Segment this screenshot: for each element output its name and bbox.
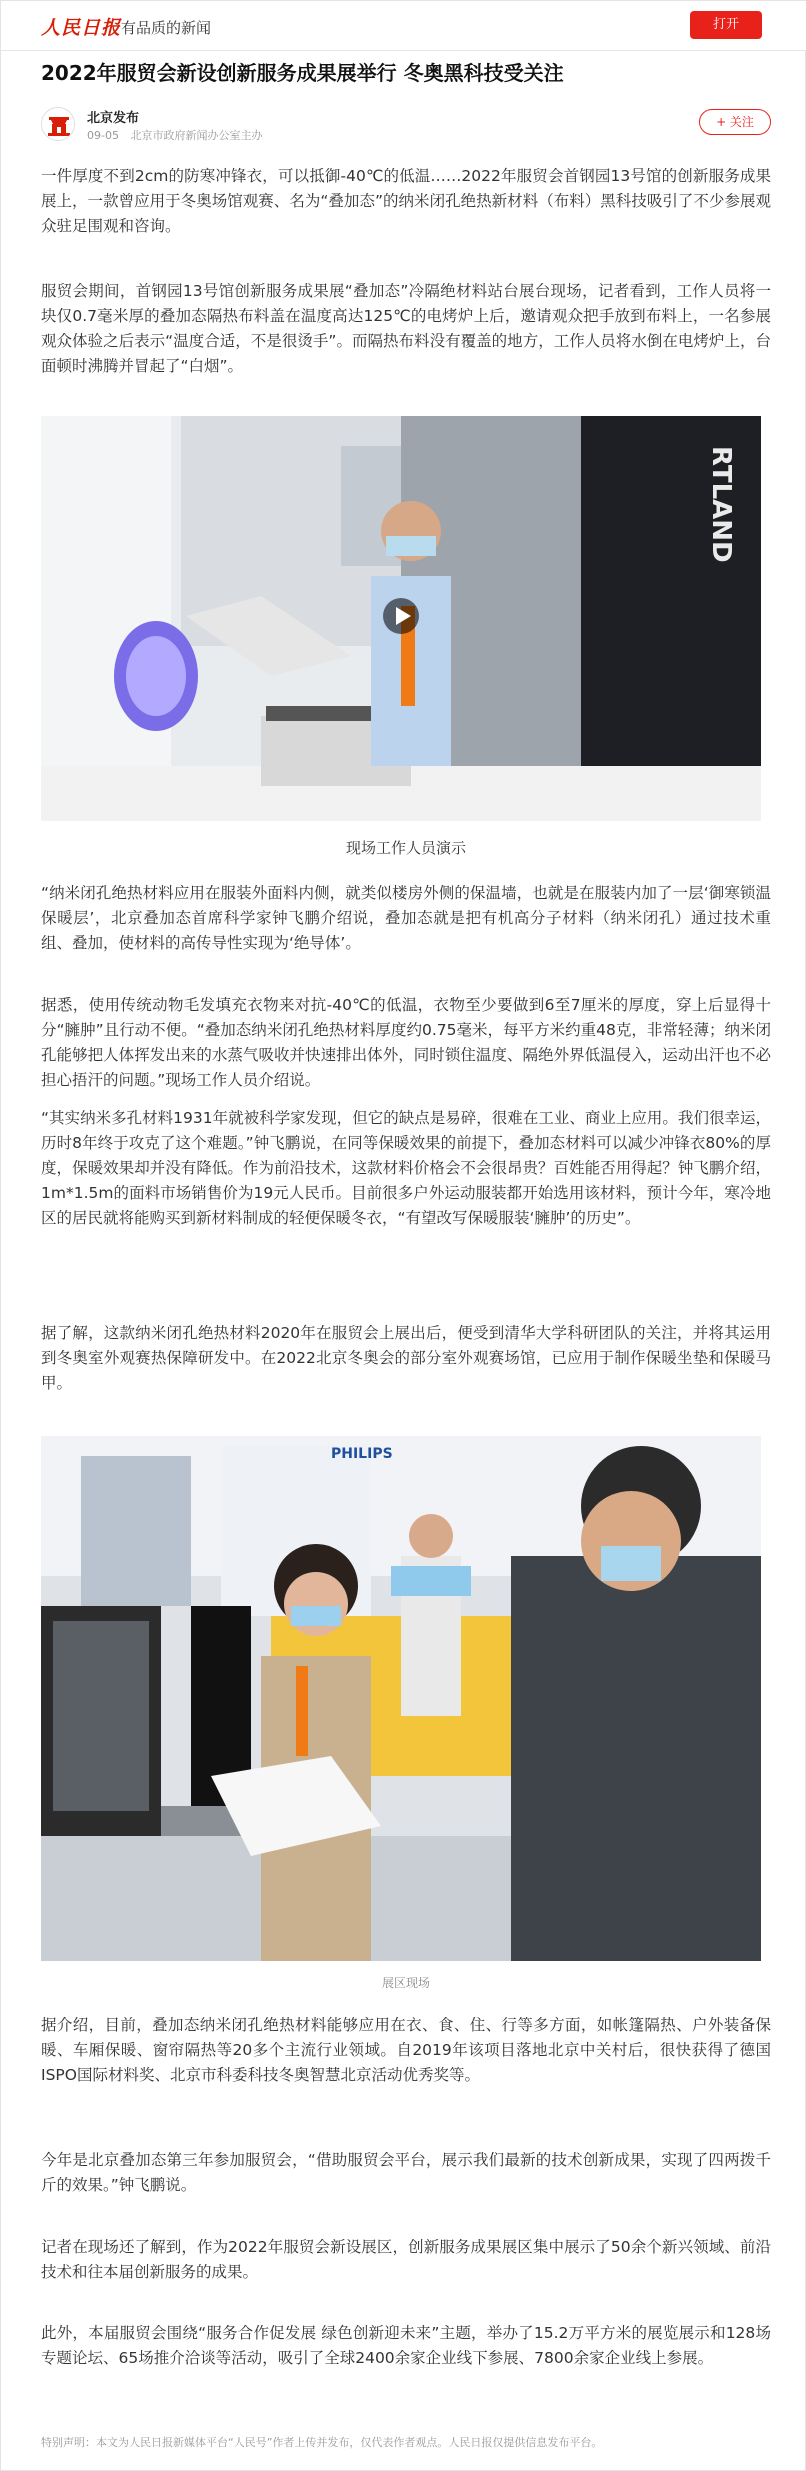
author-name[interactable]: 北京发布 <box>87 111 140 126</box>
demonstration-photo-image <box>41 416 761 821</box>
paragraph: 一件厚度不到2cm的防寒冲锋衣，可以抵御-40℃的低温……2022年服贸会首钢园13号馆的创新服务成果展上，一款曾应用于冬奥场馆观赛、名为“叠加态”的纳米闭孔绝热新材料（布料）黑科技吸引了不少参展观众驻足围观和咨询。 <box>41 167 771 235</box>
photo-exhibition <box>41 1436 761 1961</box>
slogan: 有品质的新闻 <box>121 19 212 37</box>
author-meta <box>87 127 270 143</box>
paragraph: 此外，本届服贸会围绕“服务合作促发展 绿色创新迎未来”主题，举办了15.2万平方米的展览展示和128场专题论坛、65场推介洽谈等活动，吸引了全球2400余家企业线下参展、7800余家企业线上参展。 <box>41 2324 771 2367</box>
author-org: 北京市政府新闻办公室主办 <box>130 129 263 142</box>
photo-demonstration <box>41 416 761 821</box>
open-app-button[interactable]: 打开 <box>690 11 762 39</box>
follow-button[interactable]: + 关注 <box>699 109 771 135</box>
paragraph: 记者在现场还了解到，作为2022年服贸会新设展区，创新服务成果展区集中展示了50余个新兴领域、前沿技术和往本届创新服务的成果。 <box>41 2238 771 2281</box>
paragraph: 据介绍，目前，叠加态纳米闭孔绝热材料能够应用在衣、食、住、行等多方面，如帐篷隔热、户外装备保暖、车厢保暖、窗帘隔热等20多个主流行业领域。自2019年该项目落地北京中关村后，很快获得了德国ISPO国际材料奖、北京市科委科技冬奥智慧北京活动优秀奖等。 <box>41 2016 771 2084</box>
publish-date: 09-05 <box>87 129 119 142</box>
beijing-emblem-icon <box>42 108 75 141</box>
paragraph: “其实纳米多孔材料1931年就被科学家发现，但它的缺点是易碎，很难在工业、商业上应用。我们很幸运，历时8年终于攻克了这个难题。”钟飞鹏说，在同等保暖效果的前提下，叠加态材料可以减少冲锋衣80%的厚度，保暖效果却并没有降低。作为前沿技术，这款材料价格会不会很昂贵？百姓能否用得起？钟飞鹏介绍，1m*1.5m的面料市场销售价为19元人民币。目前很多户外运动服装都开始选用该材料，预计今年，寒冷地区的居民就将能购买到新材料制成的轻便保暖冬衣，“有望改写保暖服装‘臃肿’的历史”。 <box>41 1109 771 1227</box>
people-daily-logo[interactable]: 人民日报 <box>41 17 122 39</box>
article-title: 2022年服贸会新设创新服务成果展举行 冬奥黑科技受关注 <box>41 61 564 85</box>
photo-caption: 展区现场 <box>381 1976 430 1990</box>
paragraph: 据了解，这款纳米闭孔绝热材料2020年在服贸会上展出后，便受到清华大学科研团队的关注，并将其运用到冬奥室外观赛热保障研发中。在2022北京冬奥会的部分室外观赛场馆，已应用于制作保暖坐垫和保暖马甲。 <box>41 1324 771 1392</box>
disclaimer: 特别声明：本文为人民日报新媒体平台“人民号”作者上传并发布，仅代表作者观点。人民日报仅提供信息发布平台。 <box>41 2436 603 2449</box>
author-row <box>41 105 771 145</box>
photo-caption: 现场工作人员演示 <box>345 839 466 857</box>
paragraph: 服贸会期间，首钢园13号馆创新服务成果展“叠加态”冷隔绝材料站台展台现场，记者看到，工作人员将一块仅0.7毫米厚的叠加态隔热布料盖在温度高达125℃的电烤炉上后，邀请观众把手放到布料上，一名参展观众体验之后表示“温度合适，不是很烫手”。而隔热布料没有覆盖的地方，工作人员将水倒在电烤炉上，台面顿时沸腾并冒起了“白烟”。 <box>41 282 771 375</box>
exhibition-photo-image <box>41 1436 761 1961</box>
top-bar <box>1 1 806 51</box>
paragraph: “纳米闭孔绝热材料应用在服装外面料内侧，就类似楼房外侧的保温墙，也就是在服装内加了一层‘御寒锁温保暖层’，北京叠加态首席科学家钟飞鹏介绍说，叠加态就是把有机高分子材料（纳米闭孔）通过技术重组、叠加，使材料的高传导性实现为‘绝导体’。 <box>41 884 771 952</box>
paragraph: 据悉，使用传统动物毛发填充衣物来对抗-40℃的低温，衣物至少要做到6至7厘米的厚度，穿上后显得十分“臃肿”且行动不便。“叠加态纳米闭孔绝热材料厚度约0.75毫米，每平方米约重48克，非常轻薄；纳米闭孔能够把人体挥发出来的水蒸气吸收并快速排出体外，同时锁住温度、隔绝外界低温侵入，运动出汗也不必担心捂汗的问题。”现场工作人员介绍说。 <box>41 996 771 1089</box>
booth-brand-text: PHILIPS <box>331 1446 393 1462</box>
paragraph: 今年是北京叠加态第三年参加服贸会，“借助服贸会平台，展示我们最新的技术创新成果，实现了四两拨千斤的效果。”钟飞鹏说。 <box>41 2151 771 2194</box>
jacket-print-text: RTLAND <box>706 446 736 563</box>
author-avatar[interactable] <box>41 107 75 141</box>
